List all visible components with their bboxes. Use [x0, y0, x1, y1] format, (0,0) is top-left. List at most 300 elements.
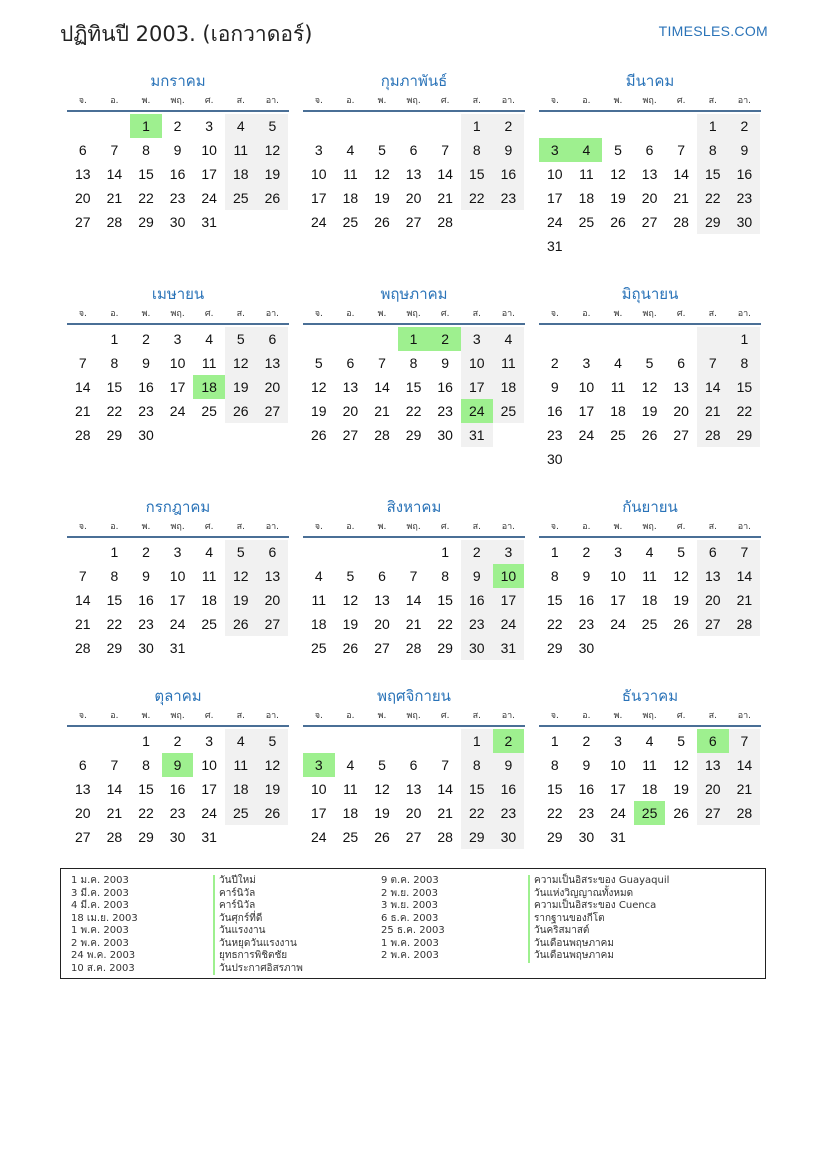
day-cell: 29: [461, 825, 493, 849]
weekday-label: ส.: [236, 711, 245, 721]
empty-cell: [99, 729, 131, 753]
day-cell: 8: [697, 138, 729, 162]
day-cell: 28: [729, 612, 761, 636]
day-cell: 20: [673, 403, 689, 419]
day-cell: 7: [110, 142, 119, 158]
day-cell: 25: [225, 186, 257, 210]
day-cell: 21: [697, 399, 729, 423]
weekday-label: ส.: [236, 522, 245, 532]
day-cell: 18: [225, 162, 257, 186]
weekday-label: พฤ.: [170, 711, 185, 721]
holiday-date: 1 พ.ค. 2003: [381, 937, 439, 949]
weekday-label: ส.: [472, 96, 481, 106]
day-cell: 20: [75, 805, 91, 821]
day-cell: 8: [409, 355, 418, 371]
day-cell: 10: [169, 568, 186, 584]
holiday-date: 1 ม.ค. 2003: [71, 875, 129, 886]
day-cell: 26: [641, 427, 658, 443]
day-cell: 5: [225, 327, 257, 351]
weekday-label: อา.: [501, 711, 516, 721]
holiday-list: [60, 868, 766, 979]
weekday-label: อ.: [110, 96, 119, 106]
weekday-label: จ.: [78, 309, 87, 319]
day-cell: 11: [201, 568, 217, 584]
month-name: กรกฎาคม: [145, 498, 211, 516]
weekday-header: [539, 305, 761, 325]
day-cell: 22: [138, 805, 154, 821]
day-cell: 18: [201, 592, 217, 608]
page-title: ปฏิทินปี 2003. (เอกวาดอร์): [60, 22, 313, 46]
holiday-date: 9 ต.ค. 2003: [381, 875, 439, 886]
day-cell: 25: [610, 427, 626, 443]
day-cell: 8: [461, 138, 493, 162]
day-cell: 28: [405, 640, 422, 656]
site-name[interactable]: TIMESLES.COM: [658, 23, 768, 39]
empty-cell: [634, 327, 666, 351]
day-cell: 16: [138, 379, 154, 395]
day-cell: 27: [342, 427, 359, 443]
day-cell: 3: [303, 753, 335, 777]
day-cell: 28: [729, 801, 761, 825]
day-grid: [67, 729, 289, 849]
day-cell: 25: [493, 399, 525, 423]
weekday-label: พฤ.: [642, 309, 657, 319]
day-cell: 3: [493, 540, 525, 564]
month-block: [303, 496, 525, 660]
day-cell: 27: [641, 214, 658, 230]
day-cell: 23: [493, 801, 525, 825]
month-block: [67, 283, 289, 447]
day-cell: 24: [547, 214, 563, 230]
day-cell: 2: [493, 729, 525, 753]
day-cell: 3: [173, 331, 182, 347]
day-grid: [303, 114, 525, 234]
weekday-label: อา.: [265, 522, 280, 532]
day-cell: 4: [645, 544, 654, 560]
day-cell: 15: [106, 379, 123, 395]
weekday-label: พ.: [613, 309, 623, 319]
day-cell: 24: [169, 403, 186, 419]
holiday-name: ยุทธการพิชิตชัย: [213, 950, 303, 963]
weekday-label: อ.: [582, 522, 591, 532]
day-cell: 21: [75, 403, 91, 419]
weekday-label: พ.: [613, 96, 623, 106]
day-cell: 21: [673, 190, 689, 206]
day-cell: 19: [311, 403, 327, 419]
day-cell: 24: [311, 214, 327, 230]
weekday-label: ส.: [236, 309, 245, 319]
day-cell: 10: [169, 355, 186, 371]
day-cell: 29: [138, 829, 154, 845]
day-cell: 26: [374, 214, 390, 230]
day-cell: 23: [169, 805, 186, 821]
day-cell: 11: [343, 166, 358, 182]
day-cell: 7: [409, 568, 418, 584]
day-cell: 17: [201, 781, 217, 797]
day-cell: 14: [405, 592, 422, 608]
day-cell: 23: [138, 616, 154, 632]
day-cell: 26: [673, 805, 689, 821]
day-cell: 17: [610, 781, 626, 797]
day-cell: 3: [314, 142, 323, 158]
day-cell: 16: [493, 777, 525, 801]
weekday-label: ศ.: [204, 522, 214, 532]
day-cell: 29: [547, 829, 563, 845]
weekday-header: [67, 92, 289, 112]
day-cell: 27: [75, 829, 91, 845]
day-cell: 2: [461, 540, 493, 564]
empty-cell: [366, 114, 398, 138]
day-cell: 29: [729, 423, 761, 447]
weekday-header: [303, 92, 525, 112]
month-name: ธันวาคม: [621, 687, 679, 705]
day-cell: 10: [578, 379, 595, 395]
empty-cell: [539, 114, 571, 138]
day-cell: 19: [374, 190, 390, 206]
day-cell: 24: [461, 399, 493, 423]
empty-cell: [366, 327, 398, 351]
day-cell: 11: [225, 753, 257, 777]
weekday-label: อา.: [265, 711, 280, 721]
day-cell: 31: [201, 214, 217, 230]
day-cell: 16: [578, 592, 595, 608]
day-cell: 5: [645, 355, 654, 371]
day-cell: 13: [405, 781, 422, 797]
weekday-label: อ.: [346, 309, 355, 319]
weekday-label: พฤ.: [170, 309, 185, 319]
day-cell: 17: [201, 166, 217, 182]
empty-cell: [665, 447, 697, 471]
weekday-label: จ.: [314, 711, 323, 721]
day-cell: 3: [582, 355, 591, 371]
weekday-label: อา.: [737, 711, 752, 721]
day-cell: 6: [677, 355, 686, 371]
weekday-label: จ.: [550, 96, 559, 106]
day-cell: 22: [697, 186, 729, 210]
weekday-label: ศ.: [440, 96, 450, 106]
day-cell: 30: [493, 825, 525, 849]
day-cell: 4: [314, 568, 323, 584]
weekday-label: พฤ.: [642, 522, 657, 532]
day-cell: 1: [461, 729, 493, 753]
day-cell: 5: [614, 142, 622, 158]
weekday-label: ส.: [472, 309, 481, 319]
day-cell: 11: [311, 592, 327, 608]
day-cell: 2: [142, 331, 150, 347]
weekday-label: ศ.: [676, 711, 686, 721]
day-cell: 10: [311, 781, 327, 797]
month-name: มิถุนายน: [621, 285, 679, 303]
weekday-header: [303, 707, 525, 727]
empty-cell: [193, 423, 225, 447]
day-cell: 7: [78, 355, 87, 371]
holiday-name: วันศุกร์ที่ดี: [213, 913, 303, 926]
day-cell: 17: [461, 375, 493, 399]
day-grid: [303, 540, 525, 660]
empty-cell: [634, 114, 666, 138]
empty-cell: [697, 825, 729, 849]
day-cell: 24: [311, 829, 327, 845]
day-cell: 23: [437, 403, 453, 419]
weekday-label: อ.: [346, 711, 355, 721]
day-cell: 4: [614, 355, 622, 371]
day-cell: 13: [342, 379, 359, 395]
day-cell: 27: [405, 214, 422, 230]
day-cell: 15: [106, 592, 123, 608]
empty-cell: [697, 234, 729, 258]
holiday-name: วันคริสมาสต์: [528, 925, 669, 938]
day-cell: 3: [205, 118, 214, 134]
day-cell: 20: [405, 190, 422, 206]
day-cell: 20: [405, 805, 422, 821]
weekday-label: พฤ.: [642, 711, 657, 721]
holiday-name: รากฐานของกีโต: [528, 913, 669, 926]
day-cell: 13: [673, 379, 689, 395]
month-block: [303, 283, 525, 447]
day-cell: 4: [346, 757, 355, 773]
day-cell: 13: [405, 166, 422, 182]
weekday-label: พฤ.: [642, 96, 657, 106]
day-cell: 29: [106, 640, 123, 656]
day-cell: 6: [257, 540, 289, 564]
day-grid: [67, 540, 289, 660]
weekday-label: จ.: [550, 711, 559, 721]
day-cell: 13: [641, 166, 658, 182]
day-cell: 27: [697, 801, 729, 825]
empty-cell: [729, 447, 761, 471]
day-cell: 28: [106, 829, 123, 845]
day-cell: 22: [461, 801, 493, 825]
weekday-label: อ.: [582, 309, 591, 319]
month-block: [67, 685, 289, 849]
day-cell: 2: [550, 355, 559, 371]
weekday-label: พ.: [613, 522, 623, 532]
day-cell: 1: [142, 733, 150, 749]
day-cell: 7: [378, 355, 386, 371]
day-grid: [539, 729, 761, 849]
empty-cell: [729, 234, 761, 258]
empty-cell: [729, 636, 761, 660]
day-cell: 28: [374, 427, 390, 443]
day-cell: 11: [610, 379, 626, 395]
day-cell: 3: [461, 327, 493, 351]
weekday-label: พฤ.: [406, 711, 421, 721]
empty-cell: [571, 234, 603, 258]
weekday-label: ส.: [708, 309, 717, 319]
day-cell: 14: [106, 166, 123, 182]
weekday-label: พ.: [377, 96, 387, 106]
weekday-label: อ.: [110, 711, 119, 721]
day-cell: 19: [257, 777, 289, 801]
day-cell: 1: [110, 544, 119, 560]
day-cell: 2: [582, 733, 591, 749]
day-cell: 3: [614, 544, 622, 560]
day-cell: 22: [437, 616, 453, 632]
holiday-name: วันประกาศอิสรภาพ: [213, 963, 303, 976]
day-cell: 1: [550, 733, 559, 749]
weekday-label: พ.: [141, 522, 151, 532]
day-cell: 6: [697, 729, 729, 753]
month-block: [67, 496, 289, 660]
empty-cell: [257, 825, 289, 849]
day-cell: 17: [169, 379, 186, 395]
day-cell: 14: [75, 592, 91, 608]
day-grid: [303, 327, 525, 447]
day-cell: 22: [547, 805, 563, 821]
empty-cell: [571, 114, 603, 138]
empty-cell: [225, 825, 257, 849]
day-cell: 5: [257, 114, 289, 138]
day-cell: 18: [641, 781, 658, 797]
day-cell: 7: [441, 757, 450, 773]
empty-cell: [398, 114, 430, 138]
day-cell: 1: [697, 114, 729, 138]
day-cell: 1: [130, 114, 162, 138]
day-cell: 29: [106, 427, 123, 443]
empty-cell: [67, 540, 99, 564]
day-cell: 25: [201, 616, 217, 632]
day-cell: 11: [642, 568, 657, 584]
day-cell: 10: [493, 564, 525, 588]
empty-cell: [225, 423, 257, 447]
day-cell: 28: [75, 427, 91, 443]
day-cell: 17: [311, 805, 327, 821]
day-cell: 23: [578, 805, 595, 821]
weekday-label: ส.: [472, 522, 481, 532]
day-cell: 8: [441, 568, 450, 584]
empty-cell: [665, 825, 697, 849]
day-cell: 3: [205, 733, 214, 749]
empty-cell: [697, 327, 729, 351]
day-cell: 9: [461, 564, 493, 588]
weekday-header: [67, 305, 289, 325]
day-cell: 5: [677, 733, 686, 749]
day-cell: 31: [201, 829, 217, 845]
month-block: [303, 685, 525, 849]
day-cell: 16: [169, 166, 186, 182]
day-cell: 22: [405, 403, 422, 419]
day-cell: 4: [225, 729, 257, 753]
day-cell: 21: [75, 616, 91, 632]
day-cell: 19: [225, 588, 257, 612]
day-cell: 11: [493, 351, 525, 375]
day-cell: 15: [697, 162, 729, 186]
weekday-label: อา.: [265, 309, 280, 319]
day-cell: 9: [550, 379, 559, 395]
day-cell: 30: [578, 829, 595, 845]
weekday-label: พ.: [141, 96, 151, 106]
day-cell: 27: [697, 612, 729, 636]
day-cell: 19: [374, 805, 390, 821]
holiday-name: คาร์นิวัล: [213, 900, 303, 913]
holiday-name: วันเดือนพฤษภาคม: [528, 950, 669, 963]
day-cell: 11: [642, 757, 657, 773]
holiday-name: ความเป็นอิสระของ Cuenca: [528, 900, 669, 913]
weekday-label: อา.: [737, 309, 752, 319]
day-cell: 13: [697, 753, 729, 777]
empty-cell: [665, 114, 697, 138]
empty-cell: [461, 210, 493, 234]
day-cell: 6: [409, 142, 418, 158]
weekday-label: พ.: [377, 309, 387, 319]
day-cell: 5: [314, 355, 323, 371]
day-cell: 31: [610, 829, 626, 845]
weekday-label: จ.: [314, 309, 323, 319]
day-cell: 28: [106, 214, 123, 230]
empty-cell: [257, 210, 289, 234]
day-cell: 26: [225, 399, 257, 423]
day-cell: 6: [78, 142, 87, 158]
day-cell: 16: [493, 162, 525, 186]
day-cell: 17: [311, 190, 327, 206]
day-cell: 21: [437, 805, 453, 821]
day-cell: 30: [138, 640, 154, 656]
day-cell: 14: [437, 166, 453, 182]
weekday-label: จ.: [314, 96, 323, 106]
day-cell: 17: [610, 592, 626, 608]
empty-cell: [493, 210, 525, 234]
day-cell: 7: [729, 540, 761, 564]
empty-cell: [634, 636, 666, 660]
holiday-date: 3 พ.ย. 2003: [381, 900, 438, 911]
day-cell: 9: [493, 138, 525, 162]
weekday-label: อา.: [737, 96, 752, 106]
weekday-label: พฤ.: [406, 309, 421, 319]
day-cell: 19: [641, 403, 658, 419]
day-cell: 27: [257, 612, 289, 636]
day-cell: 9: [441, 355, 450, 371]
day-cell: 24: [610, 616, 626, 632]
day-cell: 12: [225, 351, 257, 375]
day-cell: 27: [257, 399, 289, 423]
weekday-label: อ.: [346, 96, 355, 106]
day-cell: 21: [437, 190, 453, 206]
weekday-label: ศ.: [440, 309, 450, 319]
day-cell: 3: [539, 138, 571, 162]
day-cell: 13: [374, 592, 390, 608]
day-cell: 15: [437, 592, 453, 608]
day-cell: 31: [169, 640, 186, 656]
day-cell: 25: [201, 403, 217, 419]
day-cell: 30: [578, 640, 595, 656]
day-cell: 21: [729, 588, 761, 612]
weekday-label: ศ.: [676, 522, 686, 532]
weekday-label: จ.: [78, 96, 87, 106]
empty-cell: [665, 327, 697, 351]
day-cell: 6: [697, 540, 729, 564]
day-cell: 21: [405, 616, 422, 632]
day-cell: 23: [461, 612, 493, 636]
day-cell: 1: [461, 114, 493, 138]
empty-cell: [67, 729, 99, 753]
empty-cell: [366, 729, 398, 753]
day-cell: 26: [673, 616, 689, 632]
empty-cell: [99, 114, 131, 138]
empty-cell: [602, 447, 634, 471]
day-cell: 26: [342, 640, 359, 656]
day-cell: 10: [461, 351, 493, 375]
weekday-header: [539, 707, 761, 727]
holiday-date: 4 มี.ค. 2003: [71, 900, 129, 911]
day-cell: 14: [673, 166, 689, 182]
day-cell: 10: [547, 166, 563, 182]
empty-cell: [335, 540, 367, 564]
empty-cell: [429, 114, 461, 138]
empty-cell: [634, 825, 666, 849]
weekday-label: ส.: [236, 96, 245, 106]
weekday-label: อ.: [110, 522, 119, 532]
day-cell: 8: [550, 757, 559, 773]
